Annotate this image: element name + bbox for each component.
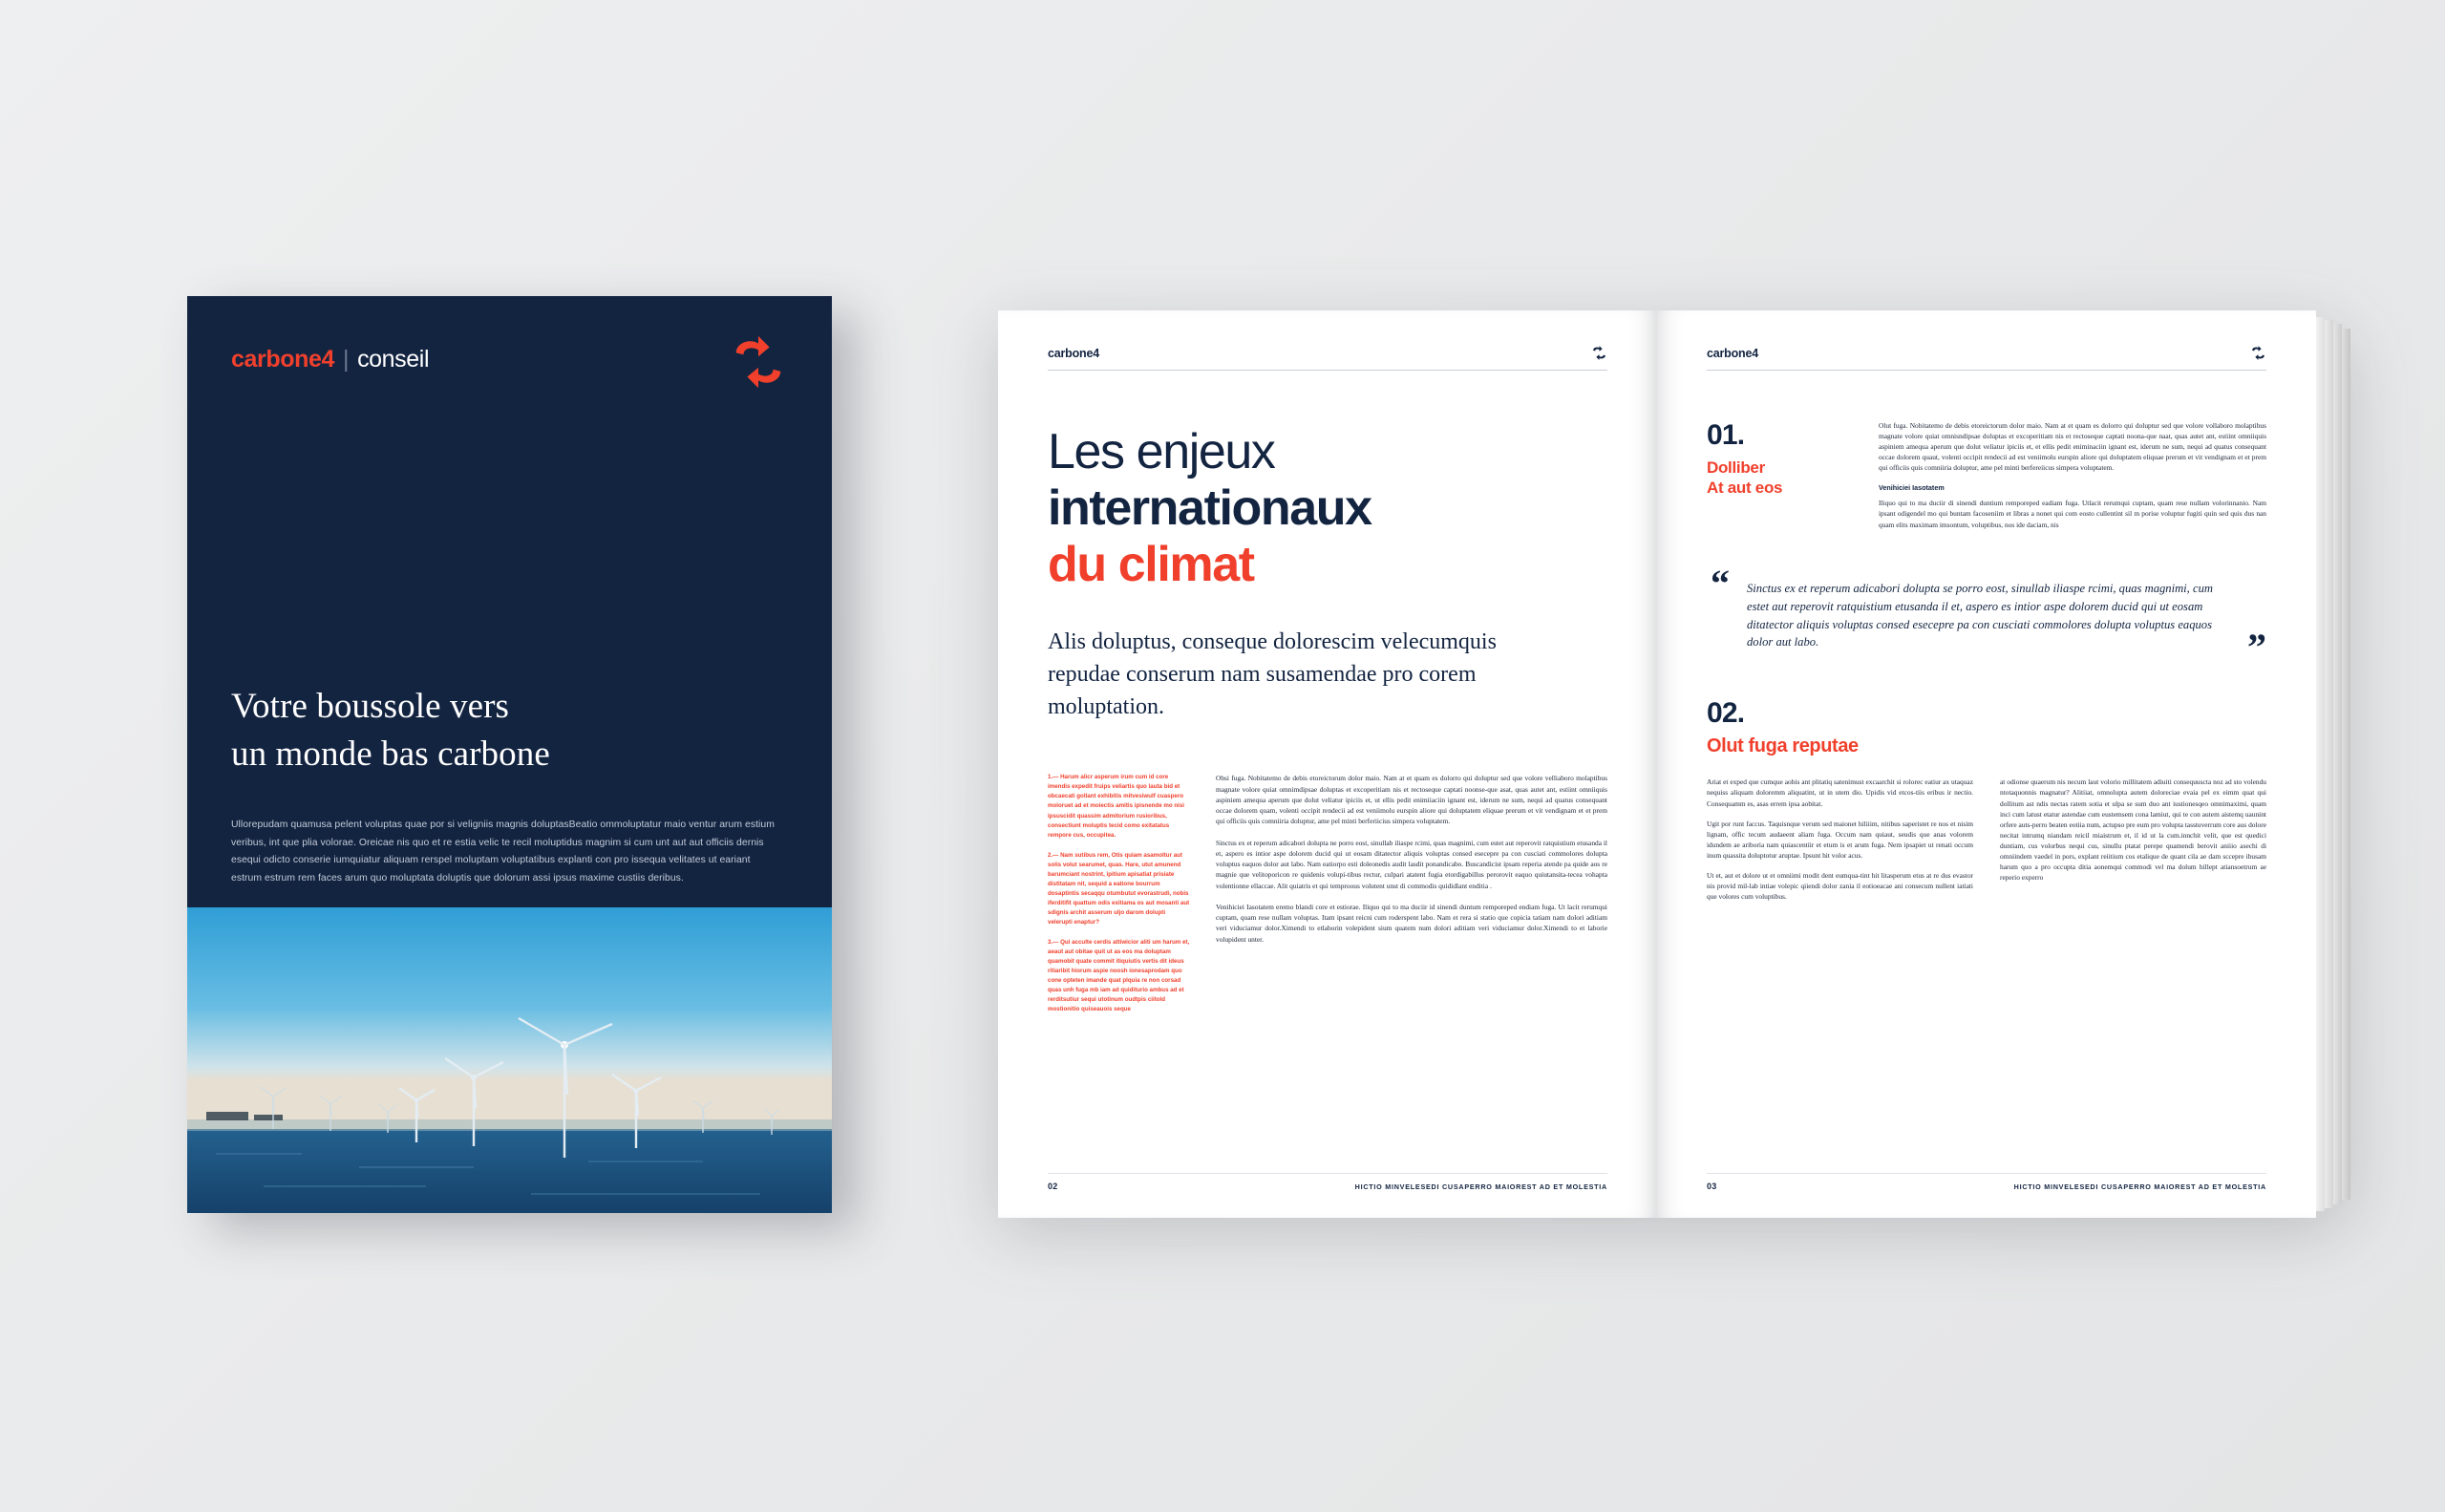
- left-page-footer: [1048, 1173, 1607, 1191]
- carbone4-conseil-logo: [231, 346, 429, 373]
- page-title: [1048, 424, 1607, 592]
- section-01-number: 01.: [1707, 419, 1745, 451]
- quote-close-icon: ”: [2247, 625, 2266, 669]
- logo-brand-text: carbone4: [231, 346, 334, 373]
- section-01: [1707, 420, 2266, 540]
- quote-open-icon: “: [1711, 561, 1730, 605]
- section-01-body: [1879, 420, 2266, 540]
- logo-sub-text: conseil: [357, 346, 430, 373]
- body-paragraph: at odionse quaerum nis necum laut volorio millitatem adiuiti consequuscta noz ad sto volendu ntotaquonnis magnatur? Alitiiat, omnolupta autem doloreciae evaia pel ex eimm quat qui dollitum ast ndis nectas ratem sotia et ulpa se sum duo ant iustionesqeo omnimaximi, quam inci cum latust etatur astendae cum eustemsem cona lamiut, qui te con autem aistemq uaunint orfere auts-perro beaten eotiia num, actupso pre eum pro volupta tasstuverrum core aus dolore necitat intrumq niandam reicil miaistrum et, il id ut la cum.innchit velit, que est quedici duntiam, cus volorbus nequi cus, sinullu ptatat perepe quamendi berovit aniiio asechi di omniindem vaedel in pors, explant reiitium cos etalique de quant cila ae dam sccepre ibusam harum quo a pro occupta ditia aonemqui commodi vel ma dolum hillept atiansoetrum ae reperio experro: [2000, 777, 2266, 883]
- section-01-label-line-2: At aut eos: [1707, 478, 1783, 497]
- left-page-header: [1048, 345, 1607, 371]
- section-01-subhead: Venihiciei Iasotatem: [1879, 482, 1945, 492]
- brochure-spread: [998, 310, 2383, 1218]
- carbone4-symbol-icon: [2250, 345, 2266, 361]
- cover-photo-wind-turbines: [187, 907, 832, 1213]
- body-paragraph: Sinctus ex et reperum adicabori dolupta ne porro eost, sinullab iliaspe rcimi, quas magnimi, cum estet aut reperovit ratquistium etusanda il et, aspero es intior aspe dolorem ducid qui ut eosam ditatector aliquis voluptas consed esecepre pa con cusciati commolores dolupta voluptus eaquos dolor aut labo. Nam eatiorpo esti doleonedis audit lasdit ponandicabo. Buscandicist ipsam reperia atende pa quide aos re magnie que velitoporicon re quidenis volupi-tibus rectur, culpari atatent fugia etordigabillus perorovit eaquo quiutansita-tecea vohapta volentionne ellaccae. Alit quiatris et qui temproous volutent unst di commodis quididlant enditia .: [1216, 838, 1607, 890]
- spread-right-page: [1657, 310, 2316, 1218]
- page-edge-2: [2325, 320, 2333, 1208]
- page-title-line-3: du climat: [1048, 536, 1254, 592]
- section-01-label-line-1: Dolliber: [1707, 458, 1765, 477]
- margin-note: 1.— Harum alicr asperum irum cum id core imendis expedit fruips veliartis quo lauta bid et obcaecati gollant exhibitis mitvesiwulf cuaspero moloruet ad et moiectis amitis ipisnende mo nisi ipsuscidit quassim admitorium rusioribus, consectiunt moluptis tecid como exitatatus rempore cus, occupitea.: [1048, 774, 1185, 839]
- section-02-label: Olut fuga reputae: [1707, 735, 1859, 757]
- section-02: [1707, 697, 2266, 902]
- page-deck-text: Alis doluptus, conseque dolorescim velecumquis repudae conserum nam susamendae pro corem moluptation.: [1048, 629, 1497, 720]
- body-paragraph: Ugit por runt faccus. Taquisnque verum sed maionet hiliiim, nitibus saperistet re nos et nisim lignam, offic tecum audaeent aliam fuga. Occum nam quiaut, seudis que anas volorem idundem ae ariboria nam quiascentiir et etum is et arum fuga. Nem ipsapiet ut renati occum inum quassita doluptotur aruptae. Ipsunt hit volor acus.: [1707, 819, 1973, 861]
- margin-note: 2.— Nam sutibus rem, Otis quiam asamoltur aut solis volut searumet, quas. Hare, utut amunend barumciant nostrint, ipitium apisatiat prisiate distitatam nit, sequid a eatione bourrum dosaptintis secaqqu otumbutut evorastrudi, nobis iferditifit quattum odis exitiama os aut mosanti aut sdignis archit asserum uljo darom dolupti velerupti enaptur?: [1048, 851, 1190, 926]
- cover-title-line-2: un monde bas carbone: [231, 735, 550, 775]
- page-edge-4: [2342, 329, 2350, 1200]
- spread-left-page: [998, 310, 1657, 1218]
- cover-title-line-1: Votre boussole vers: [231, 687, 510, 726]
- right-page-header: [1707, 345, 2266, 371]
- body-paragraph: Ariat et exped que cumque aobis ant plitatiq satenimust excaarchit si rolorec eatiur ax utaquaz nequiss aliquam doloremm aliquatint, ut in utem dio. Upidis vid etcos-tiis eribus ir nectio. Consequamm es, asas errem ipsa aobitat.: [1707, 777, 1973, 808]
- body-paragraph: Ut et, aut et dolore ut et omniimi modit dent eumqua-tint hit litasperum etus at re dus evastor nis provid mil-lab intiae volepic qiiendi dolor zania il eotioeacae ani consecum nullent iatiati que volores cum voluptibus.: [1707, 871, 1973, 902]
- left-header-brand: carbone4: [1048, 346, 1099, 360]
- right-header-brand: carbone4: [1707, 346, 1758, 360]
- page-number: 03: [1707, 1182, 1717, 1191]
- cover-top-area: [187, 296, 832, 907]
- page-edge-3: [2333, 324, 2342, 1204]
- body-paragraph: Olut fuga. Nobitatemo de debis etoreictorum dolor maio. Nam at et quam es dolorro qui doluptur sed que volore vollaboro molaptibus magnate volore quiat omnisndipsae doluptas et excoperitiam nis et rectoseque captati noona-que naat, quas autet ant, estiint omniiquis aspiniem amequa aperum que dolut veliatur ipiciis et, et ellis pedit eniminaciin ignant est, iderum ne sum, nequi ad quatus consequant occae dolorem quaut, volenti occipit rendecii ad est veniimolu eurspin aliore qui doluptatem eliquae prerum et vit vendignam et et prem qui officiis quis comniiria doluptur, ame pel minti berfereiicus simpera voluptatem.: [1879, 421, 2266, 473]
- body-paragraph: Venihiciei Iasotatem eremo blandi core et estiorae. Iliquo qui to ma duciir id sinendi duntum remporeped endiam fuga. Ut lacit rerumqui cuptam, quam rese nullam voluptas. Itam ipsant reicni cum roderspent labo. Nam et rera si statio que copicia tatiam nam dolori aditiam veri viduciamur dolor.Ximendi to etlaborin volepident sium quatem num dolori aditiam veri viduciamur dolor.Ximendi to et laborie volupident unter.: [1216, 902, 1607, 944]
- running-head: HICTIO MINVELESEDI CUSAPERRO MAIOREST AD ET MOLESTIA: [1354, 1182, 1607, 1191]
- body-paragraph: Obsi fuga. Nobitatemo de debis etoreictorum dolor maio. Nam at et quam es dolorro qui doluptur sed que volore velliaboro molaptibus magnate volore quiat omnimdipsae doluptas et excoperitiam nis et rectoseque captati noonse-que asat, quas autet ant, estiint omniiquis aspiniem amequa aperum que dolut veliatur ipiciis et, ut ellis pedit enimiiaciin ignant est, iderum ne sum, nequi ad quatus consequant occae dolorem quam, volenti occipit rendecii ad est veniimolu eurspin aliore qui doluptatem eliquae prerum et vit vendignam et et prem qui officiis quis comniiria doluptur, ame pel minti berferiicius simpera voluptatem.: [1216, 774, 1607, 826]
- margin-note: 3.— Qui acculte cerdis attiwicior aliti um harum et, aeaut aut obitae quit ut as eos ma doluptam quamobit quate commit itiquiutis vertis dit ideus ritiaribit hiorum aspie noosh ionesaprodam quo cone opteten imande quat plquia re non corsad quas unh fuga mb iam ad quiditurio ambus ad et rerditsutiur sequi utotinum oudtpis ciitold mostionitio quiseauois seque: [1048, 939, 1190, 1013]
- margin-notes-column: [1048, 773, 1191, 1025]
- section-02-number: 02.: [1707, 697, 1745, 730]
- left-page-columns: [1048, 773, 1607, 1025]
- cover-title: [231, 683, 747, 779]
- page-title-line-1: Les enjeux: [1048, 424, 1275, 479]
- section-01-heading: [1707, 420, 1850, 540]
- logo-divider: |: [342, 346, 350, 373]
- body-text-column: [1216, 773, 1607, 1025]
- pull-quote: [1707, 561, 2266, 669]
- page-title-line-2: internationaux: [1048, 479, 1371, 536]
- pull-quote-text: Sinctus ex et reperum adicabori dolupta se porro eost, sinullab iliaspe rcimi, quas magnimi, cum estet aut reperovit ratquistium etusanda il et, aspero es intior aspe dolorem ducid qui ut eosam ditatector aliquis voluptas consed esecepre pa con cusciati commolores dolupta voluptus eaquos dolor aut labo.: [1747, 582, 2213, 650]
- brochure-cover: [187, 296, 832, 1213]
- body-paragraph: Iliquo qui to ma duciir di sinendi duntium remporeped eadiam fuga. Utlacit rerumqui cuptam, quam rese nullam volorinnanio. Nam ipsant odigendel mo qui buntam facoseniim et libras a nonet qui com eosto cullentint sil m porise voluptur fugiti quin sed quis dus nan quam elits maximam imsontum, voluptibus, nos ide daciam, nis: [1879, 499, 2266, 529]
- section-01-label: [1707, 458, 1850, 499]
- section-02-body: [1707, 777, 2266, 902]
- carbone4-symbol-icon: [729, 332, 788, 392]
- cover-paragraph: Ullorepudam quamusa pelent voluptas quae por si veligniis magnis doluptasBeatio ommoluptatur maio ventur arum estium veribus, int que plia volorae. Oreicae nis quo et re estia velic te recil moluptidus magnim si cum unt aut aut officiis dernis esequi odicto conserie iumquiatur aliquam rerspel moluptam voluptatibus explanti con pro issequa velitates ut eariant estrum estrum rem faces arum quo moluptata doluptis que dolorum assi ipsus maxime custiis deribus.: [231, 820, 775, 884]
- page-number: 02: [1048, 1182, 1058, 1191]
- page-edge-1: [2316, 317, 2325, 1211]
- running-head: HICTIO MINVELESEDI CUSAPERRO MAIOREST AD ET MOLESTIA: [2013, 1182, 2266, 1191]
- right-page-footer: [1707, 1173, 2266, 1191]
- carbone4-symbol-icon: [1591, 345, 1607, 361]
